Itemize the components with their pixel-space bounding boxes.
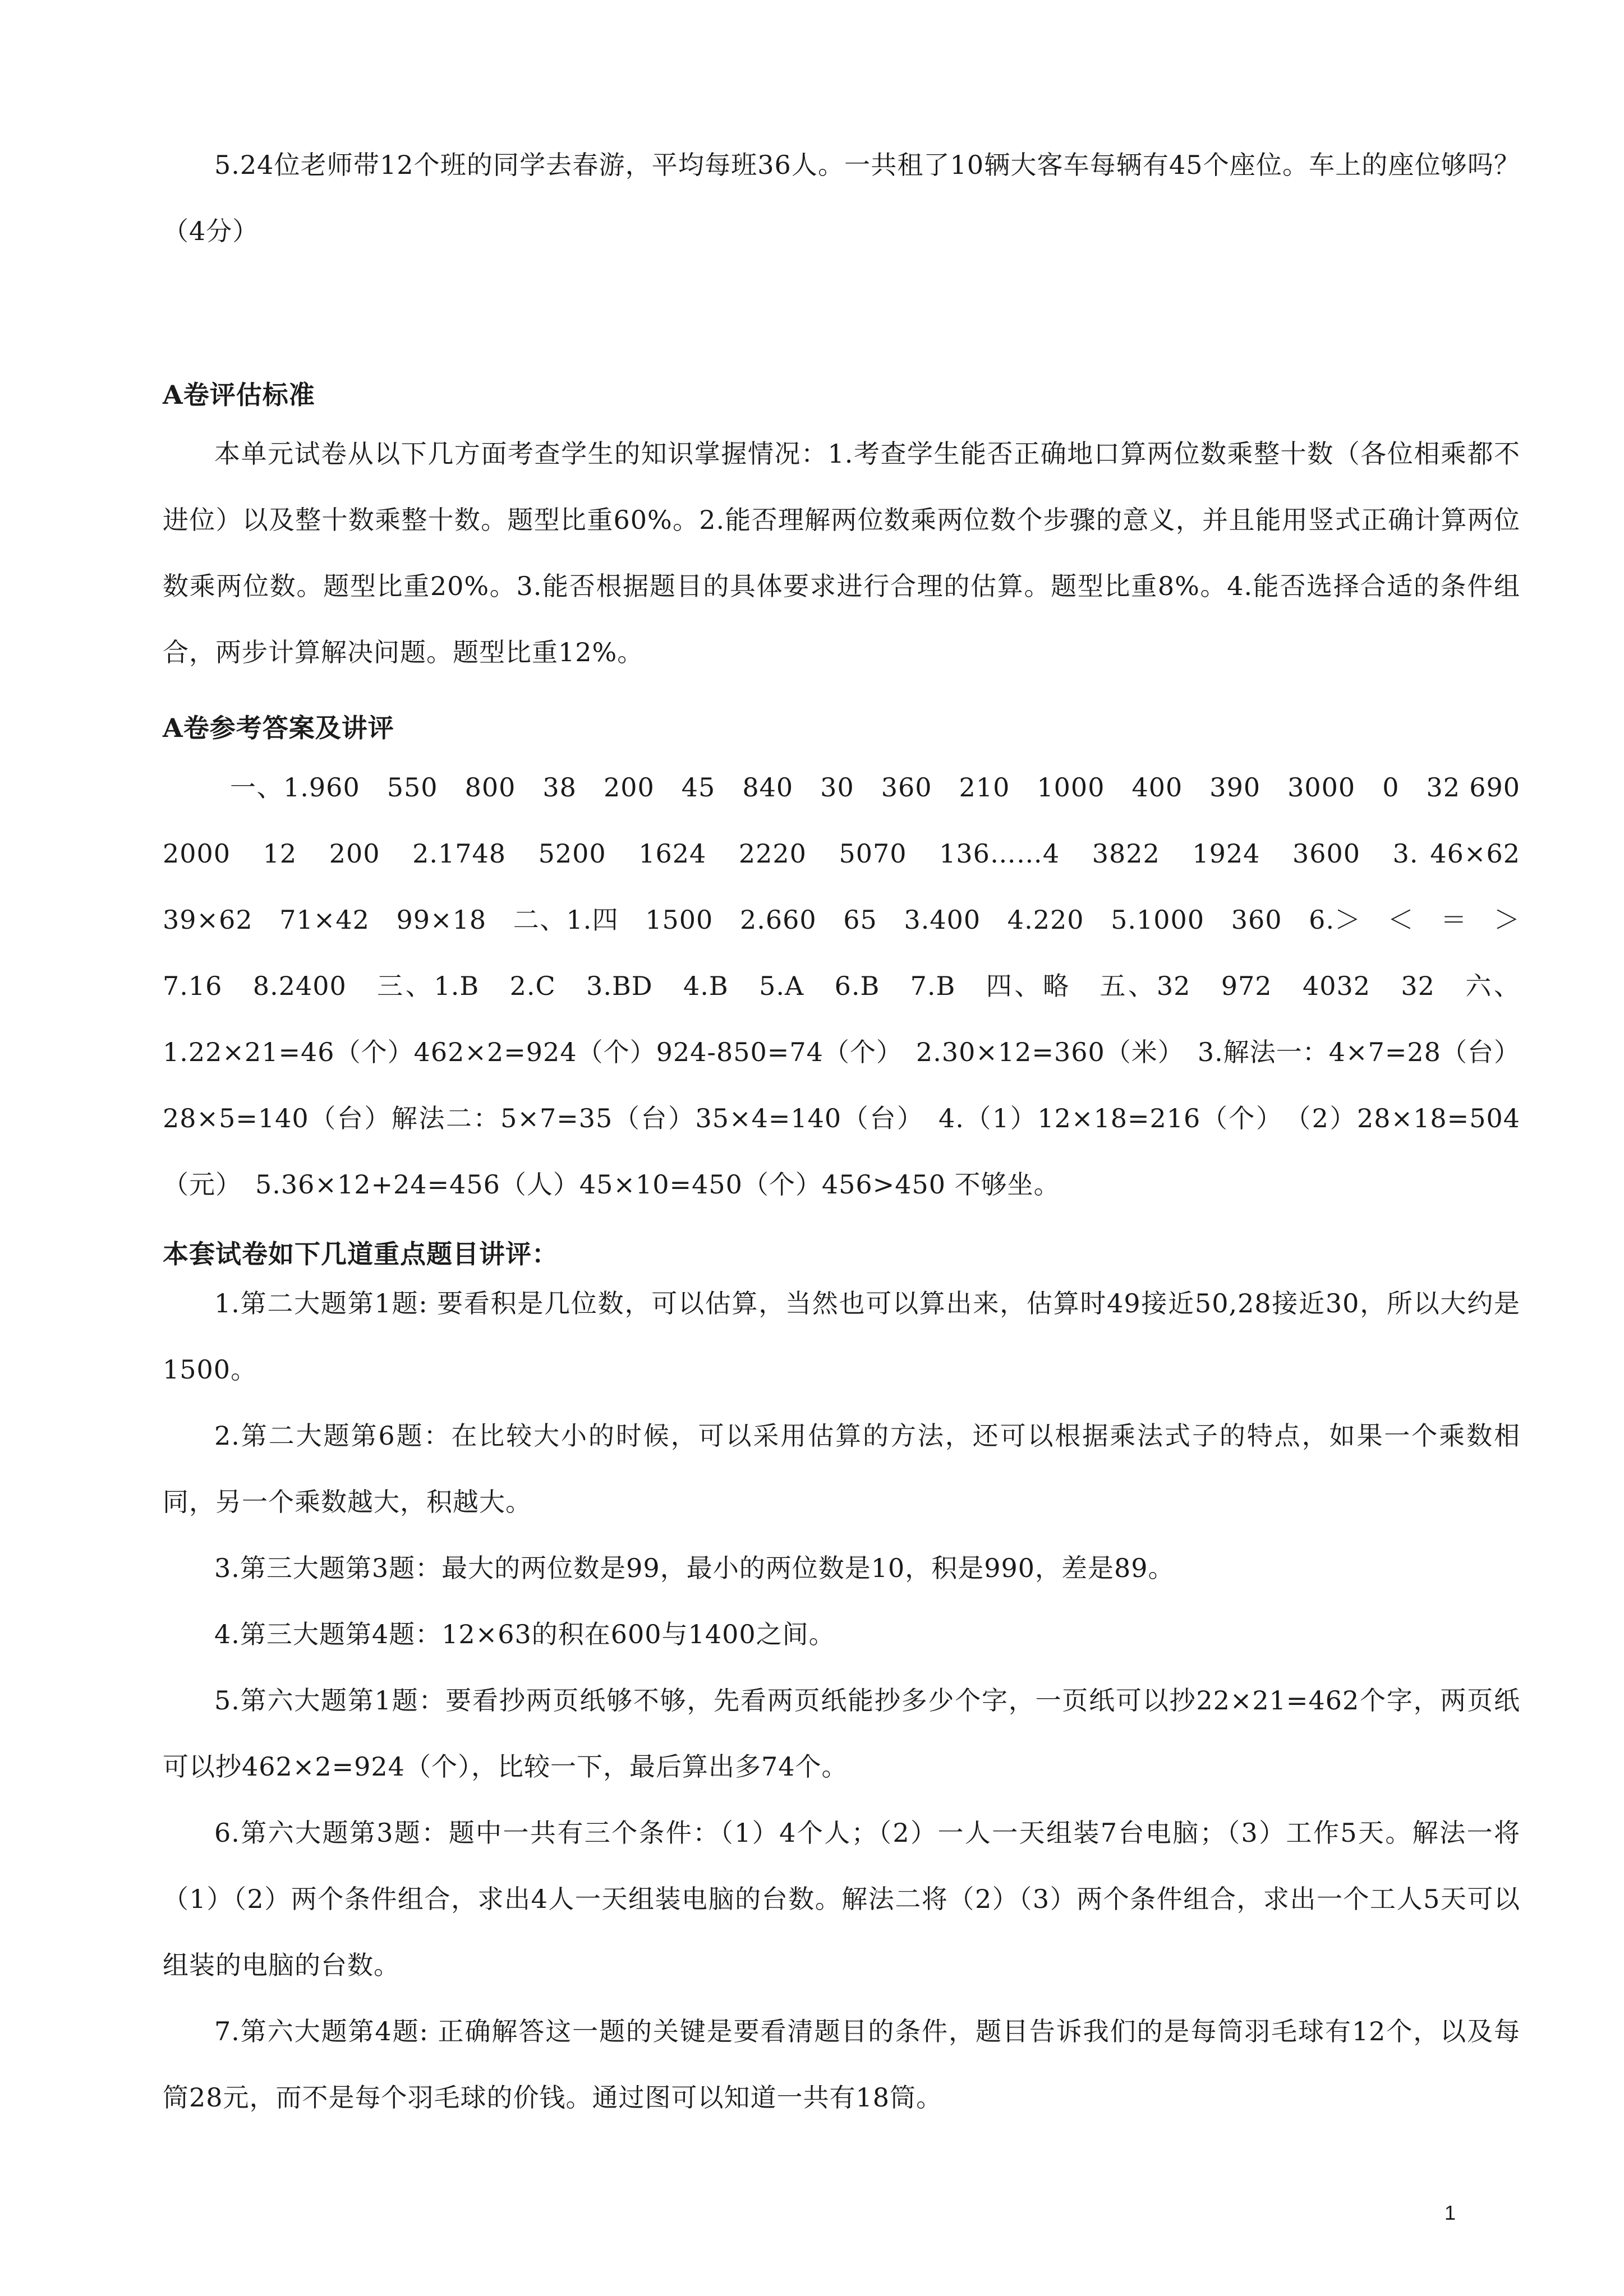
answers-section: [163, 754, 1547, 1218]
question-5: [163, 132, 1520, 264]
question-5-text: 5.24位老师带12个班的同学去春游，平均每班36人。一共租了10辆大客车每辆有45个座位。车上的座位够吗？（4分）: [163, 150, 1520, 246]
eval-section: [163, 421, 1520, 685]
review-item: 7.第六大题第4题: 正确解答这一题的关键是要看清题目的条件，题目告诉我们的是每筒羽毛球有12个，以及每筒28元，而不是每个羽毛球的价钱。通过图可以知道一共有18筒。: [163, 2016, 1520, 2113]
review-item: 5.第六大题第1题：要看抄两页纸够不够，先看两页纸能抄多少个字，一页纸可以抄22×21=462个字，两页纸可以抄462×2=924（个），比较一下，最后算出多74个。: [163, 1685, 1520, 1782]
review-item: 3.第三大题第3题：最大的两位数是99，最小的两位数是10，积是990，差是89。: [214, 1553, 1175, 1583]
eval-heading: A卷评估标准: [163, 380, 315, 410]
review-item: 2.第二大题第6题：在比较大小的时候，可以采用估算的方法，还可以根据乘法式子的特点，如果一个乘数相同，另一个乘数越大，积越大。: [163, 1421, 1520, 1517]
answers-heading: A卷参考答案及讲评: [163, 713, 394, 743]
review-item: 4.第三大题第4题：12×63的积在600与1400之间。: [214, 1619, 835, 1649]
review-heading: 本套试卷如下几道重点题目讲评：: [163, 1239, 558, 1269]
review-item: 1.第二大题第1题: 要看积是几位数，可以估算，当然也可以算出来，估算时49接近50,28接近30，所以大约是1500。: [163, 1288, 1520, 1385]
eval-text: 本单元试卷从以下几方面考查学生的知识掌握情况：1.考查学生能否正确地口算两位数乘整十数（各位相乘都不进位）以及整十数乘整十数。题型比重60%。2.能否理解两位数乘两位数个步骤的意义，并且能用竖式正确计算两位数乘两位数。题型比重20%。3.能否根据题目的具体要求进行合理的估算。题型比重8%。4.能否选择合适的条件组合，两步计算解决问题。题型比重12%。: [163, 439, 1520, 667]
review-section: [163, 1270, 1520, 2131]
page-number: 1: [1444, 2201, 1456, 2224]
review-item: 6.第六大题第3题：题中一共有三个条件：（1）4个人；（2）一人一天组装7台电脑；（3）工作5天。解法一将（1）（2）两个条件组合，求出4人一天组装电脑的台数。解法二将（2）（3）两个条件组合，求出一个工人5天可以组装的电脑的台数。: [163, 1818, 1520, 1980]
answers-text: 一、1.960 550 800 38 200 45 840 30 360 210 1000 400 390 3000 0 32 690 2000 12 200 2.1748 5200 1624 2220 5070 136……4 3822 1924 3600 3. 46×62 39×62 71×42 99×18 二、1.四 1500 2.660 65 3.400 4.220 5.1000 360 6.＞ ＜ ＝ ＞ 7.16 8.2400 三、1.B 2.C 3.BD 4.B 5.A 6.B 7.B 四、略 五、32 972 4032 32 六、1.22×21=46（个）462×2=924（个）924-850=74（个） 2.30×12=360（米） 3.解法一：4×7=28（台）28×5=140（台）解法二：5×7=35（台）35×4=140（台） 4.（1）12×18=216（个） （2）28×18=504（元） 5.36×12+24=456（人）45×10=450（个）456>450 不够坐。: [163, 772, 1547, 1200]
